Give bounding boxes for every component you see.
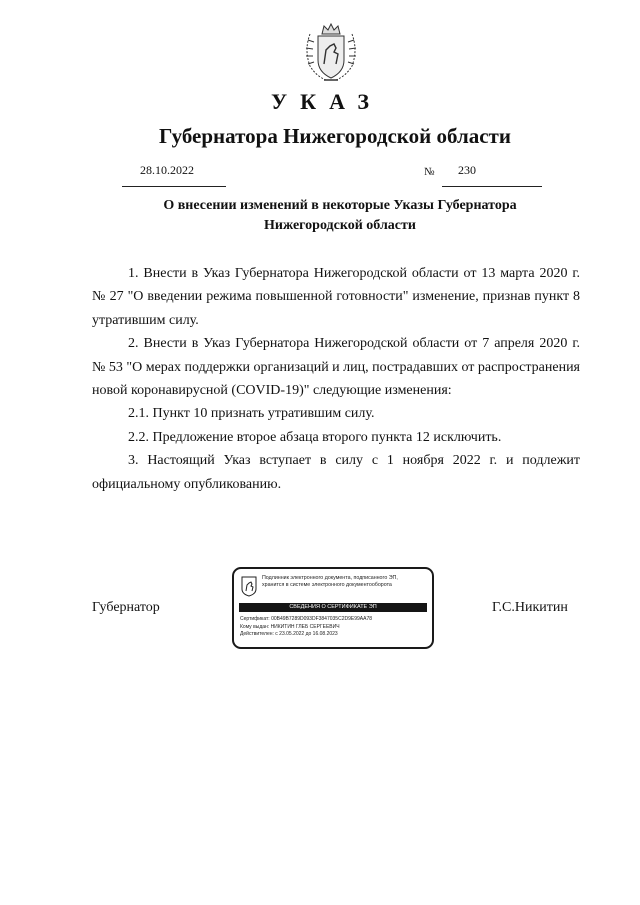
title-line: Нижегородской области [264, 218, 416, 233]
stamp-note-line: Подлинник электронного документа, подписанного ЭП, [262, 575, 398, 581]
paragraph: 2. Внести в Указ Губернатора Нижегородской области от 7 апреля 2020 г. № 53 "О мерах поддержки организаций и лиц, пострадавших от распространения новой коронавирусной (COVID-19)" следующие изменения: [92, 336, 580, 399]
number-underline [442, 174, 542, 187]
signer-name: Г.С.Никитин [492, 600, 568, 615]
certificate-validity: Действителен: с 23.05.2022 до 16.08.2023 [240, 631, 338, 637]
coat-of-arms-icon [300, 20, 362, 84]
electronic-signature-stamp [232, 567, 434, 649]
document-title [150, 196, 530, 236]
number-label: № [424, 166, 435, 178]
document-body [92, 262, 580, 496]
document-number: 230 [458, 163, 476, 177]
title-line: О внесении изменений в некоторые Указы Губернатора [163, 198, 517, 213]
paragraph: 1. Внести в Указ Губернатора Нижегородской области от 13 марта 2020 г. № 27 "О введении режима повышенной готовности" изменение, признав пункт 8 утратившим силу. [92, 266, 580, 328]
stamp-note [262, 575, 432, 589]
certificate-owner: Кому выдан: НИКИТИН ГЛЕБ СЕРГЕЕВИЧ [240, 623, 340, 630]
issuer-title: Губернатора Нижегородской области [159, 124, 511, 148]
document-date: 28.10.2022 [140, 163, 194, 177]
certificate-details [240, 616, 372, 639]
paragraph: 3. Настоящий Указ вступает в силу с 1 ноября 2022 г. и подлежит официальному опубликованию. [92, 453, 580, 492]
paragraph: 2.1. Пункт 10 признать утратившим силу. [128, 406, 375, 422]
certificate-serial: Сертификат: 00B49B7289D093DF3847035C2D9E99AA78 [240, 616, 372, 622]
signer-title: Губернатор [92, 600, 160, 615]
stamp-note-line: хранится в системе электронного документооборота [262, 582, 392, 588]
stamp-header-bar: СВЕДЕНИЯ О СЕРТИФИКАТЕ ЭП [239, 603, 427, 612]
deer-emblem-icon [241, 576, 257, 597]
document-type: УКАЗ [270, 89, 383, 114]
paragraph: 2.2. Предложение второе абзаца второго пункта 12 исключить. [128, 429, 502, 445]
